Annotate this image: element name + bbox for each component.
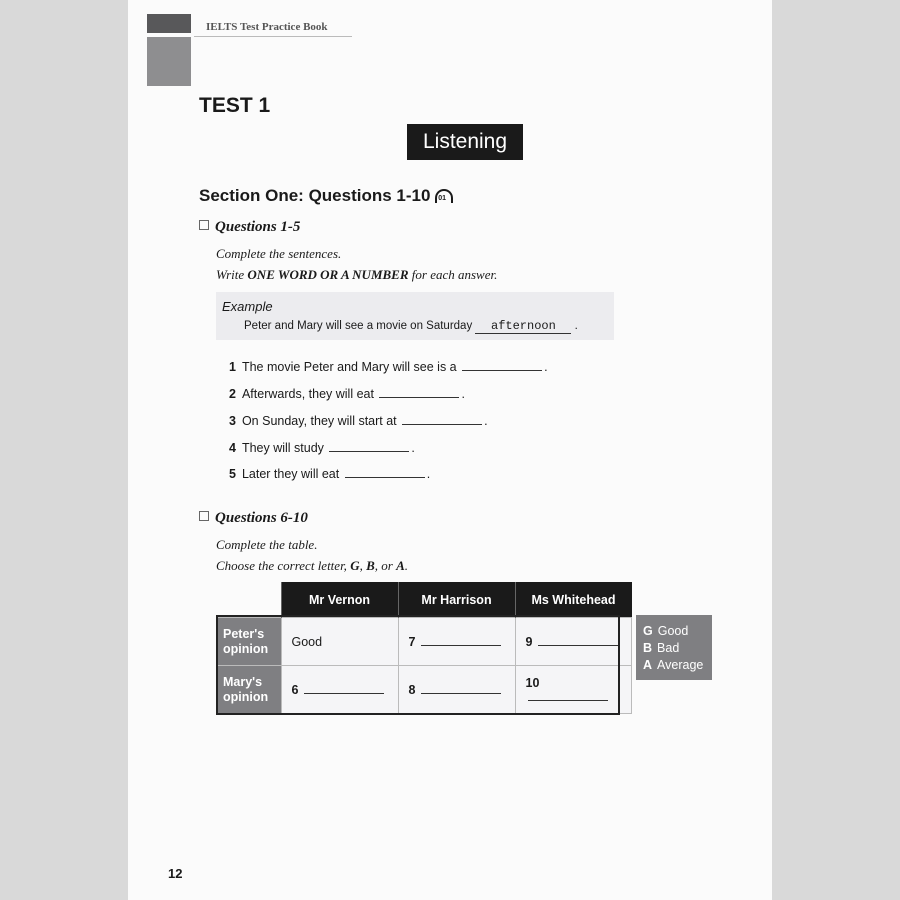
n: 5: [229, 467, 236, 481]
legend-item: [643, 623, 712, 640]
test-title: TEST 1: [199, 94, 271, 117]
t: Afterwards, they will eat: [241, 387, 374, 401]
table-cell: [398, 618, 515, 666]
header-divider: [194, 36, 352, 37]
l: B: [643, 641, 653, 655]
page-number: 12: [168, 866, 183, 881]
book-title: IELTS Test Practice Book: [206, 21, 328, 33]
t: ONE WORD OR A NUMBER: [247, 267, 409, 282]
n: 9: [525, 634, 533, 649]
n: 2: [229, 387, 236, 401]
example-text: Peter and Mary will see a movie on Saturday afternoon .: [244, 319, 578, 333]
answer-blank[interactable]: [421, 635, 501, 646]
question-item: 2 Afterwards, they will eat .: [229, 387, 465, 401]
table-cell: [515, 666, 632, 714]
heading-text: Questions 6-10: [215, 510, 308, 526]
question-item: 5 Later they will eat .: [229, 467, 431, 481]
section-heading-text: Section One: Questions 1-10: [199, 186, 431, 205]
section-label: Listening: [407, 124, 523, 160]
questions-6-10-heading: [199, 510, 308, 527]
question-item: 1 The movie Peter and Mary will see is a .: [229, 360, 548, 374]
t: A: [396, 558, 405, 573]
checkbox-icon: [199, 220, 209, 230]
example-answer: afternoon: [475, 319, 571, 334]
instruction: Choose the correct letter, G, B, or A.: [216, 558, 408, 573]
column-header: Mr Harrison: [398, 582, 515, 618]
table-cell: [281, 666, 398, 714]
t: Later they will eat: [241, 467, 340, 481]
t: G: [350, 558, 360, 573]
n: 10: [525, 675, 540, 690]
instruction: [216, 267, 497, 283]
t: Peter and Mary will see a movie on Saturday: [244, 320, 473, 332]
t: Bad: [657, 641, 680, 655]
t: Write: [216, 267, 248, 282]
legend-item: [643, 640, 712, 657]
instruction: Complete the sentences.: [216, 246, 342, 261]
header-decor-light: [147, 37, 191, 86]
answer-blank[interactable]: [421, 683, 501, 694]
answer-blank[interactable]: [402, 414, 482, 425]
t: B: [366, 558, 375, 573]
n: 1: [229, 360, 236, 374]
answer-blank[interactable]: [538, 635, 618, 646]
n: 3: [229, 414, 236, 428]
table-cell: Good: [281, 618, 398, 666]
t: On Sunday, they will start at: [241, 414, 397, 428]
table-cell: [398, 666, 515, 714]
section-heading: [199, 186, 453, 206]
example-label: Example: [222, 299, 273, 314]
legend-item: [643, 657, 712, 674]
t: Choose the correct letter,: [216, 558, 351, 573]
heading-text: Questions 1-5: [215, 219, 301, 235]
opinion-table: [216, 582, 632, 714]
row-header: Mary's opinion: [217, 666, 282, 714]
audio-track-number: 01: [438, 195, 446, 202]
column-header: Ms Whitehead: [515, 582, 632, 618]
corner: [217, 582, 282, 618]
answer-legend: [636, 615, 712, 680]
answer-blank[interactable]: [345, 467, 425, 478]
answer-blank[interactable]: [528, 690, 608, 701]
n: 4: [229, 441, 236, 455]
t: The movie Peter and Mary will see is a: [241, 360, 457, 374]
row-header: Peter's opinion: [217, 618, 282, 666]
headphones-icon: [435, 189, 453, 203]
t: for each answer.: [408, 267, 498, 282]
questions-1-5-heading: [199, 219, 300, 236]
l: G: [643, 624, 653, 638]
header-decor-dark: [147, 14, 191, 33]
t: Good: [657, 624, 689, 638]
answer-blank[interactable]: [329, 441, 409, 452]
question-item: 4 They will study .: [229, 441, 415, 455]
answer-blank[interactable]: [304, 683, 384, 694]
column-header: Mr Vernon: [281, 582, 398, 618]
n: 7: [408, 634, 416, 649]
table-cell: [515, 618, 632, 666]
example-box: [216, 292, 614, 340]
answer-blank[interactable]: [462, 360, 542, 371]
n: 8: [408, 682, 416, 697]
answer-blank[interactable]: [379, 387, 459, 398]
checkbox-icon: [199, 511, 209, 521]
question-item: 3 On Sunday, they will start at .: [229, 414, 488, 428]
t: Average: [657, 658, 704, 672]
l: A: [643, 658, 653, 672]
t: They will study: [241, 441, 324, 455]
instruction: Complete the table.: [216, 537, 318, 552]
n: 6: [291, 682, 299, 697]
